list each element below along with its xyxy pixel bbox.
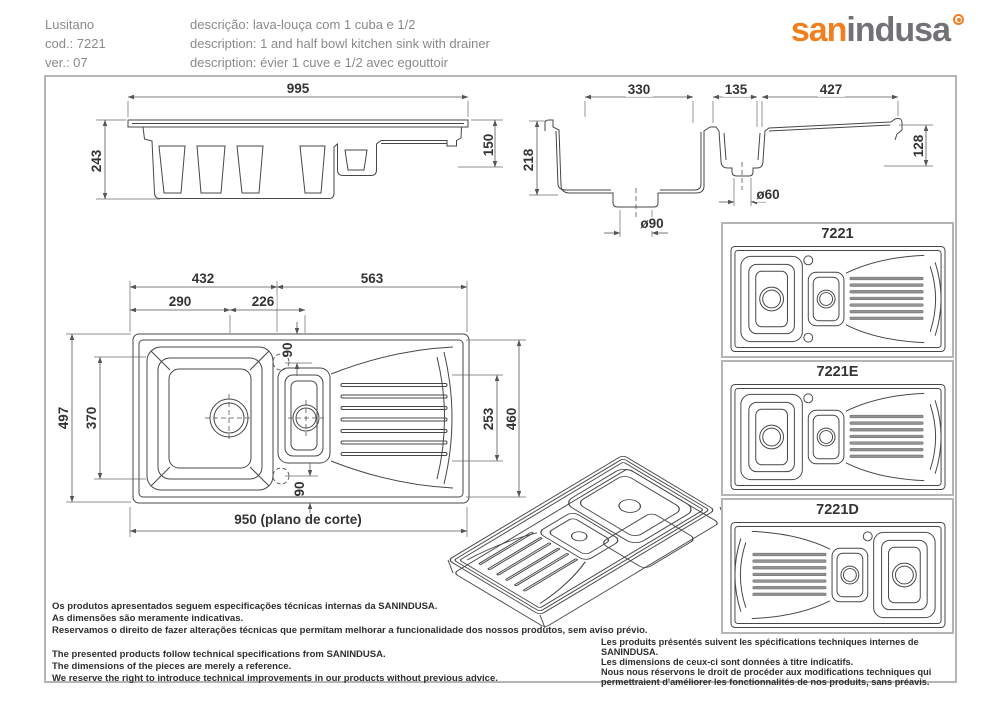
dim-section-drainer: 427	[819, 81, 843, 97]
variant-drawing-7221E	[729, 382, 947, 492]
dim-plan-cut-plane: 950 (plano de corte)	[234, 511, 362, 527]
product-name: Lusitano	[45, 17, 95, 32]
variant-drawing-7221	[729, 244, 947, 354]
dim-front-height-right: 150	[480, 133, 496, 157]
dim-section-half-bowl: 135	[724, 81, 748, 97]
dim-plan-drain2: 226	[251, 293, 275, 309]
variant-panel-7221E	[721, 360, 954, 496]
dim-plan-right: 563	[360, 270, 384, 286]
dim-plan-bowl-height: 370	[83, 406, 99, 430]
notes-en: The presented products follow technical specifications from SANINDUSA. The dimensions of the pieces are merely a reference. We reserve the right to introduce technical improvements in our products without previous advice.	[52, 648, 498, 684]
dim-plan-tap-top: 90	[279, 342, 295, 358]
notes-pt: Os produtos apresentados seguem especificações técnicas internas da SANINDUSA. As dimensões são meramente indicativas. Reservamos o direito de fazer alterações técnicas que permitam melhorar a funcionalidade dos nossos produtos, sem aviso prévio.	[52, 601, 648, 636]
description-pt: descrição: lava-louça com 1 cuba e 1/2	[190, 17, 416, 32]
description-fr: description: évier 1 cuve e 1/2 avec egouttoir	[190, 55, 448, 70]
variant-title: 7221E	[816, 364, 859, 380]
dim-front-width: 995	[286, 80, 310, 96]
section-view-drawing	[529, 97, 933, 237]
variant-panel-7221D	[721, 498, 954, 634]
plan-view-drawing	[66, 281, 526, 537]
variant-drawing-7221D	[729, 520, 947, 630]
dim-plan-drain1: 290	[168, 293, 192, 309]
description-en: description: 1 and half bowl kitchen sink with drainer	[190, 36, 490, 51]
dim-plan-depth: 497	[55, 406, 71, 430]
dim-plan-left: 432	[191, 270, 215, 286]
variant-panel-7221	[721, 222, 954, 358]
footer-notes-fr: Les produits présentés suivent les spécifications techniques internes de SANINDUSA. Les dimensions de ceux-ci sont données à titre indicatifs. Nous nous réservons le droit de procéder aux modifications techniques qui permettraient d'améliorer les fonctionnalités de nos produits, sans préavis.	[601, 637, 932, 687]
front-view-drawing	[96, 97, 503, 199]
dim-drain-large: ø90	[640, 215, 664, 231]
variant-title: 7221	[821, 226, 854, 242]
dim-drain-small: ø60	[756, 186, 780, 202]
dim-plan-drainer-height: 253	[480, 407, 496, 431]
product-code: cod.: 7221	[45, 36, 106, 51]
variant-title: 7221D	[816, 502, 859, 518]
dim-plan-tap-bottom: 90	[291, 481, 307, 497]
logo-text-indusa: indusa	[846, 11, 950, 49]
logo-text-san: san	[790, 11, 847, 49]
dim-section-depth-right: 128	[910, 134, 926, 158]
dim-section-bowl: 330	[627, 81, 651, 97]
dim-section-depth: 218	[520, 148, 536, 172]
dim-plan-inner-height: 460	[503, 407, 519, 431]
dim-front-height: 243	[88, 149, 104, 173]
product-version: ver.: 07	[45, 55, 88, 70]
